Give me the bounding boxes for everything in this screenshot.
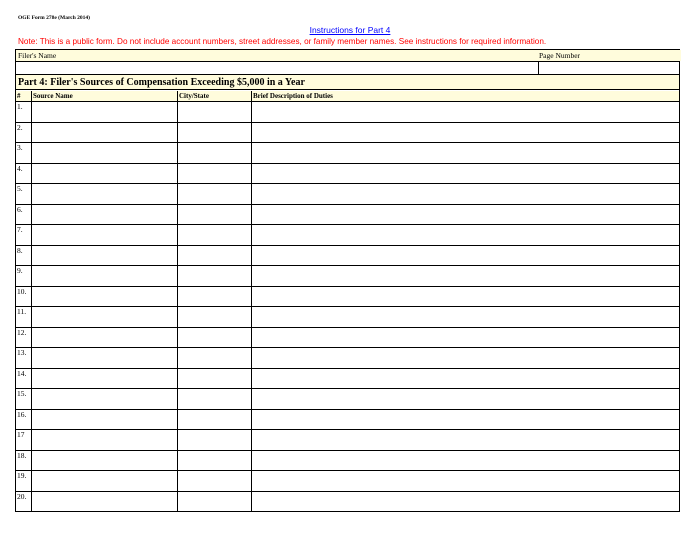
form-id: OGE Form 278e (March 2014) [18, 15, 90, 21]
city-state-cell[interactable] [178, 451, 252, 471]
city-state-cell[interactable] [178, 328, 252, 348]
description-cell[interactable] [252, 410, 679, 430]
table-body [16, 102, 679, 512]
table-row [16, 205, 679, 226]
part-title: Part 4: Filer's Sources of Compensation Exceeding $5,000 in a Year [16, 75, 679, 90]
description-cell[interactable] [252, 205, 679, 225]
row-number: 10. [16, 287, 32, 307]
description-cell[interactable] [252, 184, 679, 204]
table-row [16, 348, 679, 369]
filer-value-row [16, 62, 679, 75]
row-number: 20. [16, 492, 32, 513]
row-number: 8. [16, 246, 32, 266]
source-name-cell[interactable] [32, 410, 178, 430]
description-cell[interactable] [252, 287, 679, 307]
city-state-cell[interactable] [178, 266, 252, 286]
row-number: 9. [16, 266, 32, 286]
table-row [16, 246, 679, 267]
city-state-cell[interactable] [178, 123, 252, 143]
source-name-cell[interactable] [32, 430, 178, 450]
description-cell[interactable] [252, 328, 679, 348]
row-number: 7. [16, 225, 32, 245]
description-cell[interactable] [252, 369, 679, 389]
table-row [16, 287, 679, 308]
page-number-field[interactable] [537, 62, 681, 74]
filer-name-field[interactable] [16, 62, 539, 74]
table-row [16, 451, 679, 472]
description-cell[interactable] [252, 225, 679, 245]
row-number: 1. [16, 102, 32, 122]
city-state-cell[interactable] [178, 389, 252, 409]
city-state-cell[interactable] [178, 410, 252, 430]
description-cell[interactable] [252, 266, 679, 286]
table-row [16, 225, 679, 246]
table-row [16, 266, 679, 287]
city-state-cell[interactable] [178, 102, 252, 122]
source-name-cell[interactable] [32, 389, 178, 409]
row-number: 2. [16, 123, 32, 143]
source-name-cell[interactable] [32, 225, 178, 245]
city-state-cell[interactable] [178, 143, 252, 163]
row-number: 11. [16, 307, 32, 327]
description-cell[interactable] [252, 102, 679, 122]
description-cell[interactable] [252, 471, 679, 491]
page-number-label: Page Number [537, 50, 681, 61]
source-name-cell[interactable] [32, 184, 178, 204]
part4-form [15, 49, 680, 512]
city-state-cell[interactable] [178, 287, 252, 307]
description-cell[interactable] [252, 430, 679, 450]
table-row [16, 492, 679, 513]
description-cell[interactable] [252, 143, 679, 163]
row-number: 13. [16, 348, 32, 368]
description-cell[interactable] [252, 307, 679, 327]
instructions-link[interactable]: Instructions for Part 4 [309, 25, 391, 35]
column-header-description: Brief Description of Duties [253, 92, 333, 100]
description-cell[interactable] [252, 492, 679, 513]
row-number: 17 [16, 430, 32, 450]
table-row [16, 328, 679, 349]
city-state-cell[interactable] [178, 430, 252, 450]
row-number: 18. [16, 451, 32, 471]
row-number: 6. [16, 205, 32, 225]
source-name-cell[interactable] [32, 164, 178, 184]
source-name-cell[interactable] [32, 492, 178, 513]
city-state-cell[interactable] [178, 246, 252, 266]
table-header-row [16, 91, 679, 102]
row-number: 12. [16, 328, 32, 348]
source-name-cell[interactable] [32, 348, 178, 368]
city-state-cell[interactable] [178, 225, 252, 245]
table-row [16, 369, 679, 390]
table-row [16, 164, 679, 185]
row-number: 19. [16, 471, 32, 491]
source-name-cell[interactable] [32, 307, 178, 327]
source-name-cell[interactable] [32, 123, 178, 143]
table-row [16, 430, 679, 451]
table-row [16, 143, 679, 164]
description-cell[interactable] [252, 123, 679, 143]
source-name-cell[interactable] [32, 287, 178, 307]
city-state-cell[interactable] [178, 471, 252, 491]
row-number: 15. [16, 389, 32, 409]
public-form-note: Note: This is a public form. Do not include account numbers, street addresses, or family member names. See instructions for required information. [18, 37, 547, 46]
table-row [16, 307, 679, 328]
table-row [16, 123, 679, 144]
description-cell[interactable] [252, 389, 679, 409]
table-row [16, 102, 679, 123]
filer-name-label: Filer's Name [16, 50, 539, 61]
row-number: 14. [16, 369, 32, 389]
row-number: 16. [16, 410, 32, 430]
row-number: 4. [16, 164, 32, 184]
table-row [16, 389, 679, 410]
city-state-cell[interactable] [178, 348, 252, 368]
city-state-cell[interactable] [178, 184, 252, 204]
source-name-cell[interactable] [32, 328, 178, 348]
column-header-city-state: City/State [178, 91, 252, 101]
source-name-cell[interactable] [32, 369, 178, 389]
city-state-cell[interactable] [178, 492, 252, 513]
table-row [16, 184, 679, 205]
city-state-cell[interactable] [178, 164, 252, 184]
source-name-cell[interactable] [32, 102, 178, 122]
table-row [16, 471, 679, 492]
source-name-cell[interactable] [32, 471, 178, 491]
description-cell[interactable] [252, 451, 679, 471]
description-cell[interactable] [252, 164, 679, 184]
row-number: 3. [16, 143, 32, 163]
source-name-cell[interactable] [32, 266, 178, 286]
source-name-cell[interactable] [32, 143, 178, 163]
filer-header-row [16, 50, 679, 62]
city-state-cell[interactable] [178, 307, 252, 327]
city-state-cell[interactable] [178, 369, 252, 389]
row-number: 5. [16, 184, 32, 204]
source-name-cell[interactable] [32, 451, 178, 471]
table-row [16, 410, 679, 431]
source-name-cell[interactable] [32, 205, 178, 225]
description-cell[interactable] [252, 348, 679, 368]
city-state-cell[interactable] [178, 205, 252, 225]
column-header-number: # [16, 91, 32, 101]
source-name-cell[interactable] [32, 246, 178, 266]
column-header-source-name: Source Name [32, 91, 178, 101]
description-cell[interactable] [252, 246, 679, 266]
